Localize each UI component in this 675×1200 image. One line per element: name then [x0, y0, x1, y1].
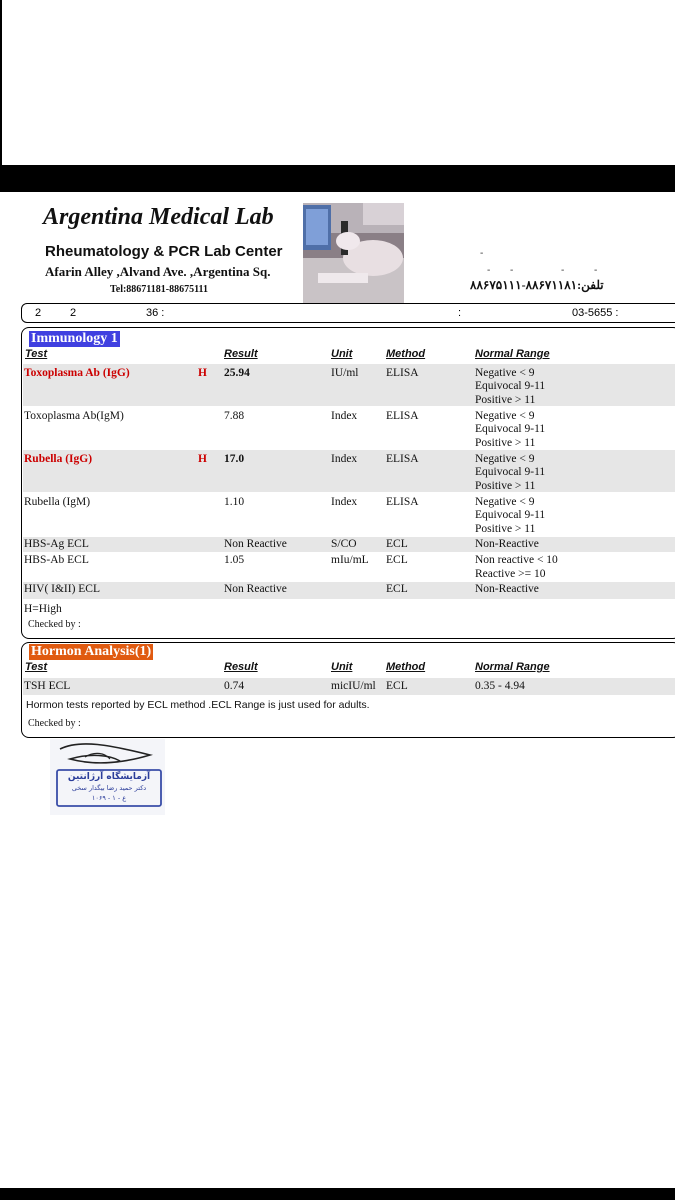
lab-tel: Tel:88671181-88675111 [110, 284, 208, 295]
method: ECL [386, 554, 408, 566]
patient-field: : [458, 307, 462, 319]
patient-field: 2 [35, 307, 42, 319]
page-left-edge [0, 0, 2, 165]
stamp-line-1: آزمایشگاه آرژانتین [67, 772, 151, 782]
col-header-result: Result [224, 348, 258, 360]
range-line: Negative < 9 [475, 410, 535, 422]
signature-stamp [50, 739, 165, 815]
range-line: Positive > 11 [475, 394, 536, 406]
high-flag: H [198, 453, 207, 465]
test-name: TSH ECL [24, 680, 71, 692]
top-black-bar [0, 165, 675, 192]
stamp-line-3: ع - ۱ - ۱۰۶۹ [91, 794, 127, 802]
unit: S/CO [331, 538, 357, 550]
col-header-range: Normal Range [475, 348, 550, 360]
test-name: Toxoplasma Ab (IgG) [24, 367, 130, 379]
table-row [23, 493, 675, 536]
lab-name: Argentina Medical Lab [43, 204, 274, 230]
lab-tel-persian: تلفن:۸۸۶۷۱۱۸۱-۸۸۶۷۵۱۱۱ [470, 278, 604, 292]
checked-by: Checked by : [28, 619, 81, 630]
col-header-test: Test [25, 348, 48, 360]
result-value: Non Reactive [224, 538, 287, 550]
patient-field: 03-5655 : [572, 307, 619, 319]
method: ELISA [386, 367, 419, 379]
high-flag: H [198, 367, 207, 379]
range-line: Positive > 11 [475, 480, 536, 492]
table-row [23, 678, 675, 695]
range-line: Non reactive < 10 [475, 554, 558, 566]
range-line: Negative < 9 [475, 453, 535, 465]
checked-by: Checked by : [28, 718, 81, 729]
unit: micIU/ml [331, 680, 376, 692]
table-row [23, 537, 675, 552]
unit: Index [331, 410, 358, 422]
unit: Index [331, 453, 358, 465]
test-name: HBS-Ag ECL [24, 538, 89, 550]
col-header-test: Test [25, 661, 48, 673]
range-line: Positive > 11 [475, 523, 536, 535]
legend-high: H=High [24, 603, 62, 615]
header-dash: - [487, 265, 491, 276]
method: ECL [386, 583, 408, 595]
test-name: Rubella (IgM) [24, 496, 91, 508]
stamp-line-2: دکتر حمید رضا بیگدار سخی [71, 784, 147, 792]
immunology-title: Immunology 1 [31, 331, 118, 346]
method: ECL [386, 538, 408, 550]
patient-field: 36 : [146, 307, 165, 319]
result-value: Non Reactive [224, 583, 287, 595]
lab-subtitle: Rheumatology & PCR Lab Center [45, 243, 283, 260]
lab-address: Afarin Alley ,Alvand Ave. ,Argentina Sq. [45, 264, 271, 279]
range-line: Equivocal 9-11 [475, 380, 546, 392]
patient-info-box [21, 303, 675, 323]
col-header-unit: Unit [331, 661, 353, 673]
range-line: Equivocal 9-11 [475, 466, 546, 478]
col-header-method: Method [386, 661, 426, 673]
range-line: Negative < 9 [475, 496, 535, 508]
test-name: HIV( I&II) ECL [24, 583, 101, 595]
range-line: Negative < 9 [475, 367, 535, 379]
unit: Index [331, 496, 358, 508]
method: ECL [386, 680, 408, 692]
result-value: 7.88 [224, 410, 245, 422]
table-row [23, 407, 675, 449]
unit: IU/ml [331, 367, 359, 379]
table-row [23, 553, 675, 581]
hormon-title: Hormon Analysis(1) [31, 644, 152, 659]
range-line: Reactive >= 10 [475, 568, 546, 580]
header-dash: - [510, 265, 514, 276]
range-line: 0.35 - 4.94 [475, 680, 525, 692]
method: ELISA [386, 453, 419, 465]
method: ELISA [386, 496, 419, 508]
header-dash: - [561, 265, 565, 276]
result-value: 25.94 [224, 367, 250, 379]
range-line: Non-Reactive [475, 538, 539, 550]
result-value: 1.10 [224, 496, 245, 508]
header-dash: - [480, 248, 484, 259]
test-name: Rubella (IgG) [24, 453, 93, 465]
test-name: Toxoplasma Ab(IgM) [24, 410, 124, 422]
result-value: 0.74 [224, 680, 245, 692]
col-header-method: Method [386, 348, 426, 360]
result-value: 17.0 [224, 453, 245, 465]
header-dash: - [594, 265, 598, 276]
unit: mIu/mL [331, 554, 369, 566]
table-row [23, 364, 675, 406]
table-row [23, 582, 675, 599]
col-header-range: Normal Range [475, 661, 550, 673]
test-name: HBS-Ab ECL [24, 554, 89, 566]
hormon-note: Hormon tests reported by ECL method .ECL Range is just used for adults. [26, 699, 370, 711]
bottom-black-bar [0, 1188, 675, 1200]
patient-field: 2 [70, 307, 77, 319]
range-line: Equivocal 9-11 [475, 423, 546, 435]
result-value: 1.05 [224, 554, 245, 566]
range-line: Non-Reactive [475, 583, 539, 595]
col-header-result: Result [224, 661, 258, 673]
col-header-unit: Unit [331, 348, 353, 360]
table-row [23, 450, 675, 492]
range-line: Positive > 11 [475, 437, 536, 449]
lab-photo [303, 203, 404, 303]
range-line: Equivocal 9-11 [475, 509, 546, 521]
method: ELISA [386, 410, 419, 422]
